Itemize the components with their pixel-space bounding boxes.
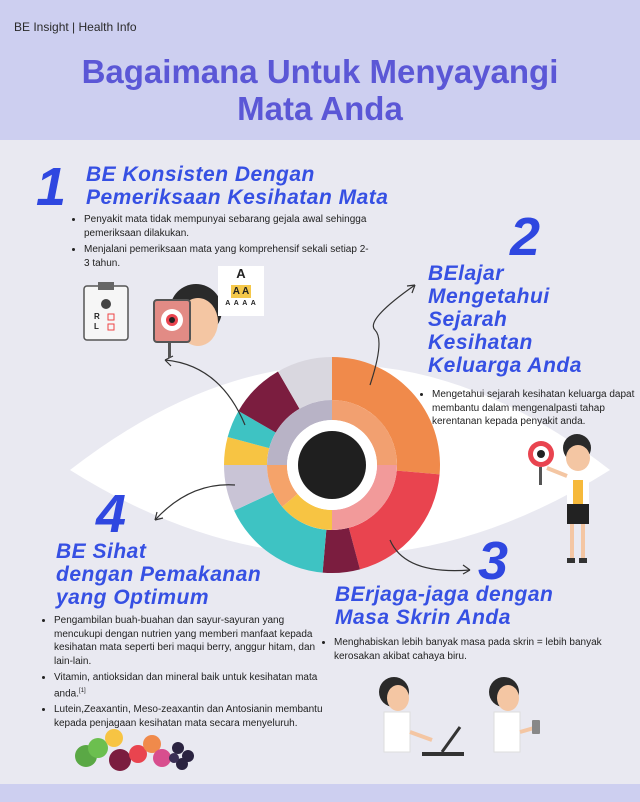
section-2-title-line: Keluarga Anda bbox=[428, 354, 582, 377]
section-1-title bbox=[86, 163, 388, 209]
list-item: • Menjalani pemeriksaan mata yang komprehensif sekali setiap 2-3 tahun. bbox=[84, 243, 374, 270]
section-3-title-line: BErjaga-jaga dengan bbox=[335, 583, 554, 606]
section-4-title bbox=[56, 540, 261, 609]
woman-with-magnifier-illustration bbox=[515, 430, 605, 570]
clipboard-icon bbox=[82, 282, 132, 342]
section-2-title-line: Sejarah bbox=[428, 308, 508, 331]
eye-chart-row-3: A A A A bbox=[225, 300, 257, 307]
list-item: • Pengambilan buah-buahan dan sayur-sayuran yang mencukupi dengan nutrien yang memberi manfaat kepada kesihatan mata seperti beri maqui berry, anggur hitam, dan lain-lain. bbox=[54, 614, 329, 668]
list-item: • Penyakit mata tidak mempunyai sebarang gejala awal sehingga pemeriksaan dilakukan. bbox=[84, 213, 374, 240]
section-4-title-line: BE Sihat bbox=[56, 540, 147, 563]
section-4-bullets bbox=[42, 614, 329, 733]
list-item bbox=[54, 671, 329, 700]
section-1-number: 1 bbox=[36, 157, 67, 217]
title-line-2: Mata Anda bbox=[237, 90, 403, 127]
eye-chart-row-1: A bbox=[236, 266, 246, 281]
list-item: • Lutein,Zeaxantin, Meso-zeaxantin dan Antosianin membantu kepada penjagaan kesihatan mata secara menyeluruh. bbox=[54, 703, 329, 730]
person-with-phone-illustration bbox=[482, 672, 552, 762]
title-line-1: Bagaimana Untuk Menyayangi bbox=[81, 53, 559, 90]
list-item: • Menghabiskan lebih banyak masa pada skrin = lebih banyak kerosakan akibat cahaya biru. bbox=[334, 636, 604, 663]
section-4-number: 4 bbox=[96, 484, 127, 544]
arrow-to-section-4-icon bbox=[150, 480, 240, 530]
section-1-bullets bbox=[72, 213, 374, 273]
arrow-to-section-3-icon bbox=[385, 535, 475, 585]
fruits-vegetables-illustration bbox=[66, 718, 206, 778]
brand-label: BE Insight | Health Info bbox=[14, 20, 137, 34]
list-item: • Mengetahui sejarah kesihatan keluarga dapat membantu dalam mengenalpasti tahap kerentanan kepada penyakit anda. bbox=[432, 388, 637, 429]
pupil bbox=[298, 431, 366, 499]
eye-chart bbox=[218, 266, 264, 316]
section-2-title-line: Mengetahui bbox=[428, 285, 550, 308]
page-title bbox=[0, 53, 640, 127]
section-1-title-line: BE Konsisten Dengan bbox=[86, 163, 315, 186]
section-3-number: 3 bbox=[478, 531, 509, 591]
section-2-number: 2 bbox=[510, 207, 541, 267]
section-4-title-line: dengan Pemakanan bbox=[56, 563, 262, 586]
section-1-title-line: Pemeriksaan Kesihatan Mata bbox=[86, 186, 389, 209]
eye-chart-row-2: A A bbox=[232, 286, 250, 297]
arrow-to-section-1-icon bbox=[150, 350, 250, 430]
section-3-title bbox=[335, 583, 553, 629]
footer-banner bbox=[0, 784, 640, 802]
section-2-title-line: Kesihatan bbox=[428, 331, 533, 354]
section-2-title-line: BElajar bbox=[428, 262, 504, 285]
doctor-illustration bbox=[148, 278, 228, 358]
section-3-title-line: Masa Skrin Anda bbox=[335, 606, 511, 629]
section-2-bullets bbox=[420, 388, 637, 432]
list-item-text: Vitamin, antioksidan dan mineral baik untuk kesihatan mata anda. bbox=[54, 672, 318, 699]
section-3-bullets bbox=[322, 636, 604, 666]
footnote-marker: [1] bbox=[79, 687, 86, 694]
section-2-title bbox=[428, 262, 582, 377]
section-4-title-line: yang Optimum bbox=[56, 586, 210, 609]
person-with-laptop-illustration bbox=[372, 672, 472, 762]
clipboard-label-l: L bbox=[94, 322, 99, 331]
clipboard-label-r: R bbox=[94, 312, 100, 321]
